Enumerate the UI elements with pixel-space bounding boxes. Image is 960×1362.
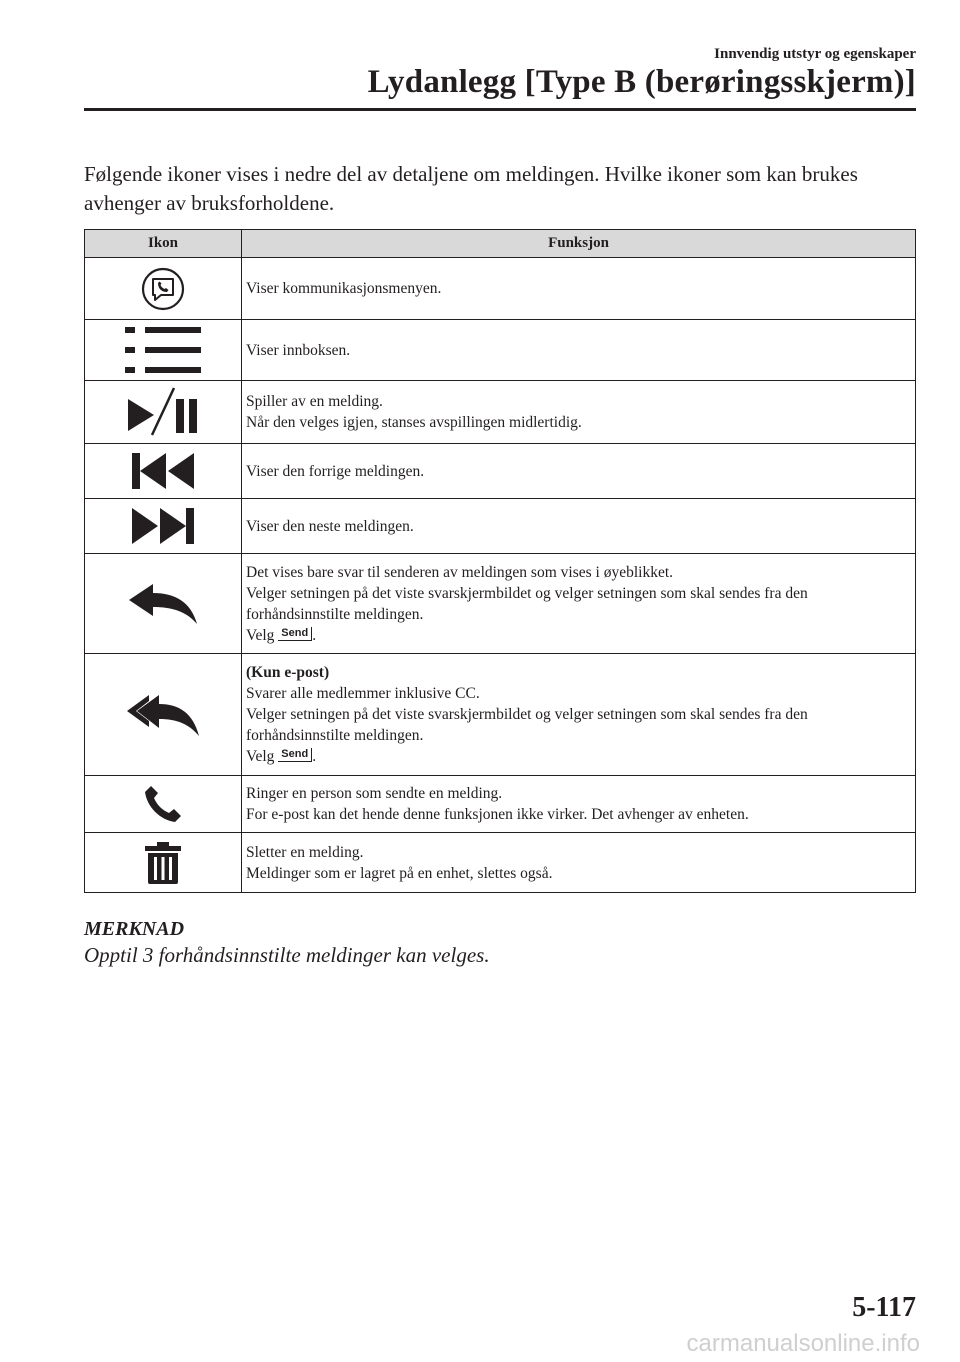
function-heading: (Kun e-post) — [246, 664, 330, 681]
table-header-row — [85, 230, 916, 258]
communication-menu-icon — [141, 267, 185, 311]
section-title: Innvendig utstyr og egenskaper — [714, 46, 916, 62]
function-cell — [242, 654, 916, 776]
icon-cell — [85, 776, 242, 833]
page-title: Lydanlegg [Type B (berøringsskjerm)] — [367, 64, 916, 100]
table-row — [85, 444, 916, 499]
table-row — [85, 554, 916, 654]
page-number: 5-117 — [852, 1292, 916, 1323]
watermark: carmanualsonline.info — [686, 1330, 920, 1357]
function-cell — [242, 258, 916, 320]
note-heading: MERKNAD — [84, 918, 185, 940]
select-prefix: Velg — [246, 748, 275, 765]
table-row — [85, 654, 916, 776]
function-text: Når den velges igjen, stanses avspillingen midlertidig. — [246, 414, 582, 431]
function-cell — [242, 554, 916, 654]
table-row — [85, 320, 916, 381]
function-text: Det vises bare svar til senderen av meldingen som vises i øyeblikket. — [246, 563, 674, 581]
icon-cell — [85, 320, 242, 381]
phone-icon — [143, 784, 183, 824]
function-text: Sletter en melding. — [246, 843, 364, 861]
icon-cell — [85, 554, 242, 654]
table-row — [85, 833, 916, 893]
inbox-list-icon — [123, 325, 203, 375]
function-text: Velger setningen på det viste svarskjermbildet og velger setningen som skal sendes fra den forhåndsinnstilte meldingen. — [246, 706, 808, 744]
next-icon — [128, 506, 198, 546]
icon-cell — [85, 499, 242, 554]
function-cell — [242, 499, 916, 554]
function-text: Svarer alle medlemmer inklusive CC. — [246, 685, 480, 702]
select-line: Velg Send . — [246, 626, 317, 644]
header-rule — [84, 108, 916, 111]
column-header-function: Funksjon — [242, 230, 916, 258]
icon-cell — [85, 381, 242, 444]
icon-cell — [85, 258, 242, 320]
function-text: Velger setningen på det viste svarskjermbildet og velger setningen som skal sendes fra den forhåndsinnstilte meldingen. — [246, 584, 808, 623]
intro-paragraph: Følgende ikoner vises i nedre del av detaljene om meldingen. Hvilke ikoner som kan brukes avhenger av bruksforholdene. — [84, 162, 858, 215]
column-header-icon: Ikon — [85, 230, 242, 258]
function-text: Ringer en person som sendte en melding. — [246, 785, 503, 802]
trash-icon — [143, 840, 183, 886]
send-button-label: Send — [278, 627, 312, 641]
icon-cell — [85, 833, 242, 893]
function-text: Viser innboksen. — [246, 341, 351, 359]
function-text: For e-post kan det hende denne funksjonen ikke virker. Det avhenger av enheten. — [246, 806, 749, 823]
note-text: Opptil 3 forhåndsinnstilte meldinger kan velges. — [84, 943, 490, 967]
function-text: Viser kommunikasjonsmenyen. — [246, 280, 442, 297]
function-cell — [242, 776, 916, 833]
icon-cell — [85, 654, 242, 776]
function-cell — [242, 381, 916, 444]
icon-cell — [85, 444, 242, 499]
function-cell — [242, 833, 916, 893]
function-text: Meldinger som er lagret på en enhet, slettes også. — [246, 864, 553, 882]
function-text: Viser den forrige meldingen. — [246, 462, 425, 480]
reply-icon — [127, 582, 199, 626]
table-row — [85, 499, 916, 554]
select-line: Velg Send . — [246, 748, 317, 765]
icon-table — [84, 229, 916, 893]
function-cell — [242, 320, 916, 381]
send-button-label: Send — [278, 748, 312, 762]
play-pause-icon — [126, 385, 200, 439]
previous-icon — [128, 451, 198, 491]
select-prefix: Velg — [246, 626, 275, 644]
table-row — [85, 381, 916, 444]
function-cell — [242, 444, 916, 499]
reply-all-icon — [125, 691, 201, 739]
function-text: Viser den neste meldingen. — [246, 517, 414, 535]
table-row — [85, 258, 916, 320]
table-row — [85, 776, 916, 833]
function-text: Spiller av en melding. — [246, 393, 383, 410]
